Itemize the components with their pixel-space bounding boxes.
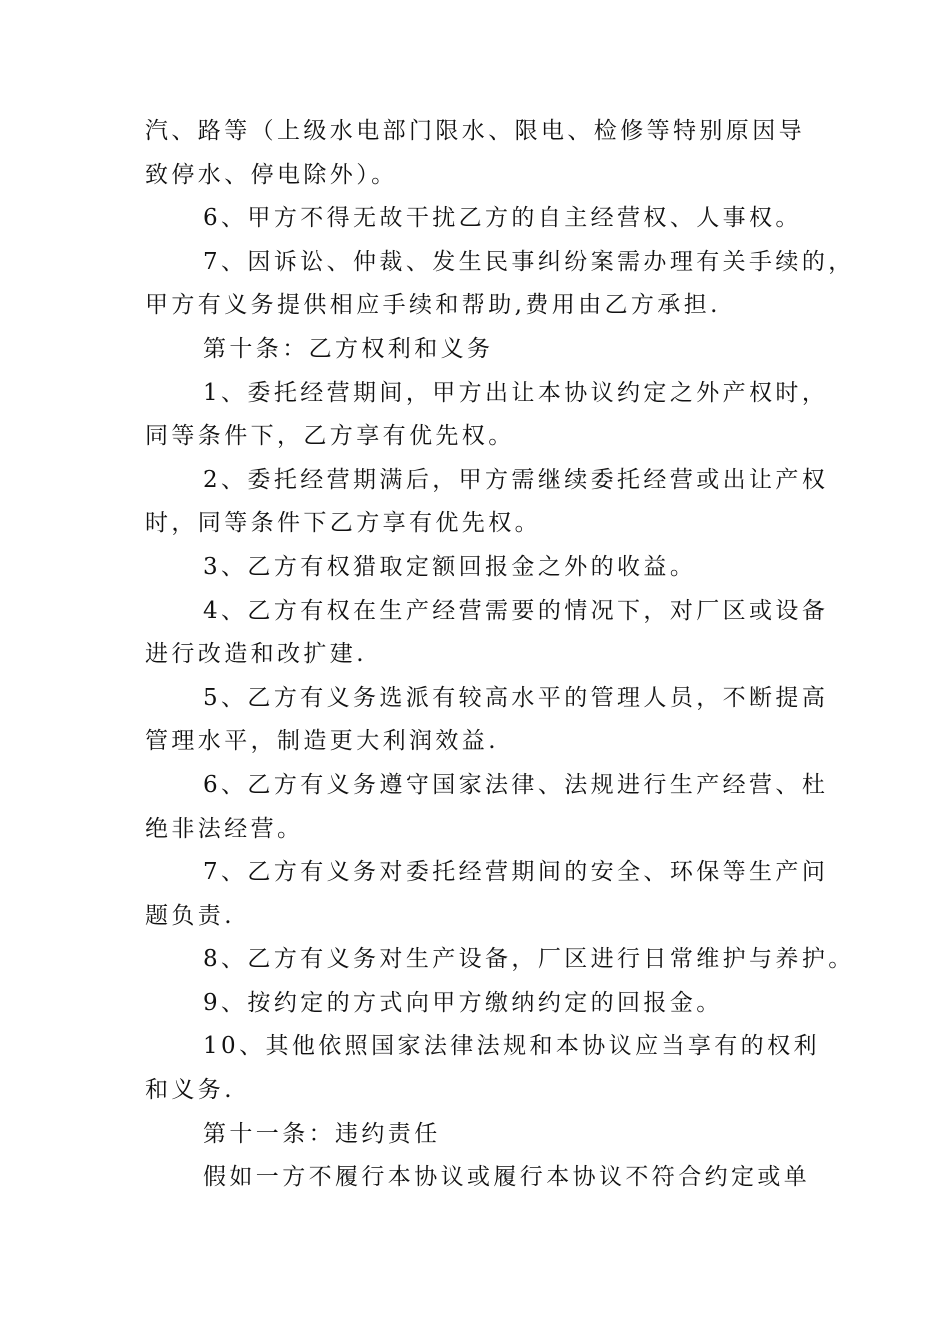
section-heading: 第十一条：违约责任 [203,1120,441,1147]
text-line: 3、乙方有权猎取定额回报金之外的收益。 [203,553,697,580]
text-line: 进行改造和改扩建. [145,641,367,668]
text-line: 2、委托经营期满后，甲方需继续委托经营或出让产权 [203,466,829,493]
text-line: 8、乙方有义务对生产设备，厂区进行日常维护与养护。 [203,946,855,973]
text-line: 9、按约定的方式向甲方缴纳约定的回报金。 [203,989,723,1016]
text-line: 6、甲方不得无故干扰乙方的自主经营权、人事权。 [203,205,802,232]
text-line: 时，同等条件下乙方享有优先权。 [145,510,541,537]
text-line: 4、乙方有权在生产经营需要的情况下，对厂区或设备 [203,597,829,624]
text-line: 10、其他依照国家法律法规和本协议应当享有的权利 [203,1033,820,1060]
text-line: 和义务. [145,1077,235,1104]
text-line: 1、委托经营期间，甲方出让本协议约定之外产权时， [203,379,829,406]
text-line: 假如一方不履行本协议或履行本协议不符合约定或单 [203,1164,811,1191]
text-line: 7、乙方有义务对委托经营期间的安全、环保等生产问 [203,859,829,886]
text-line: 汽、路等（上级水电部门限水、限电、检修等特别原因导 [145,118,805,144]
text-line: 题负责. [145,902,235,929]
text-line: 5、乙方有义务选派有较高水平的管理人员，不断提高 [203,684,829,711]
text-line: 6、乙方有义务遵守国家法律、法规进行生产经营、杜 [203,771,829,798]
text-line: 同等条件下，乙方享有优先权。 [145,423,515,450]
text-line: 7、因诉讼、仲裁、发生民事纠纷案需办理有关手续的， [203,248,855,275]
text-line: 致停水、停电除外）。 [145,161,398,188]
document-body [145,110,855,1200]
text-line: 甲方有义务提供相应手续和帮助,费用由乙方承担. [145,292,721,319]
text-line: 管理水平，制造更大利润效益. [145,728,499,755]
text-line: 绝非法经营。 [145,815,304,842]
section-heading: 第十条：乙方权利和义务 [203,335,494,362]
